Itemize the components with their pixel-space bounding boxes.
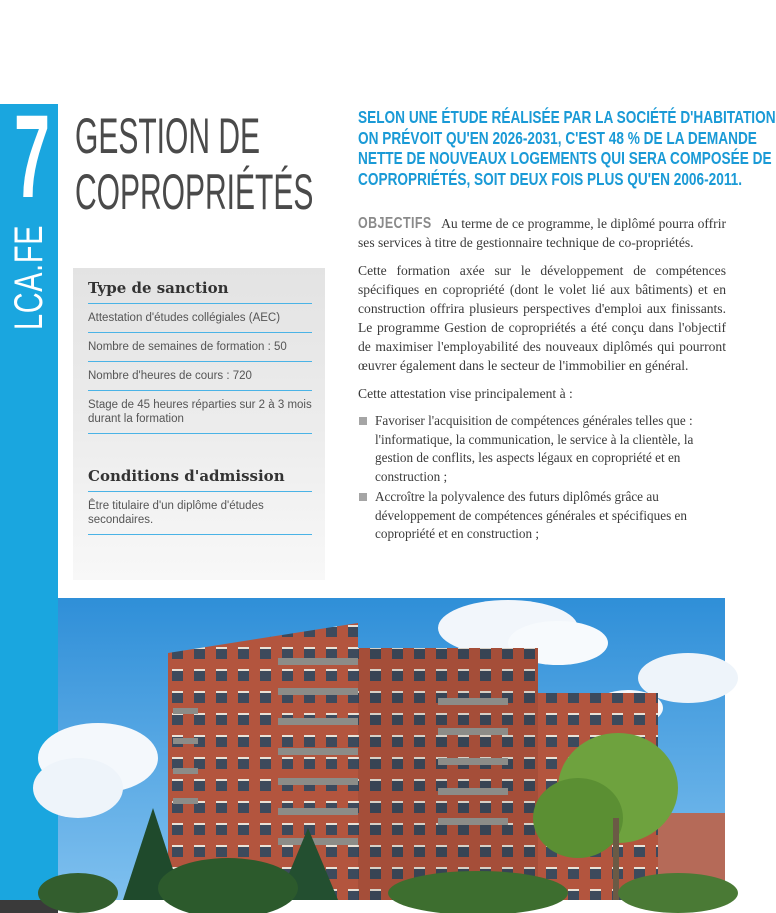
objectifs-paragraph <box>358 214 726 252</box>
admission-heading: Conditions d'admission <box>88 466 312 492</box>
info-panel <box>73 268 325 580</box>
side-label: LCA.FE <box>7 224 51 330</box>
sanction-item: Attestation d'études collégiales (AEC) <box>88 304 312 333</box>
body-text <box>358 214 726 546</box>
lead-line-2: ON PRÉVOIT QU'EN 2026-2031, C'EST 48 % DE LA DEMANDE <box>358 127 757 148</box>
objectifs-label: OBJECTIFS <box>358 215 432 232</box>
title-line-1: GESTION DE <box>75 108 261 164</box>
objectifs-text: Au terme de ce programme, le diplômé pourra offrir ses services à titre de gestionnaire technique de co-propriétés. <box>358 216 726 250</box>
building-photo <box>58 598 725 900</box>
lead-statement <box>358 107 776 189</box>
sanction-item: Nombre de semaines de formation : 50 <box>88 333 312 362</box>
list-item: Favoriser l'acquisition de compétences générales telles que : l'informatique, la communication, le service à la clientèle, la gestion de conflits, les aspects légaux en copropriété et en construction ; <box>358 412 726 486</box>
list-item: Accroître la polyvalence des futurs diplômés grâce au développement de compétences générales et spécifiques en copropriété et en construction ; <box>358 488 726 544</box>
description-paragraph: Cette formation axée sur le développement de compétences spécifiques en copropriété (dont le volet lié aux bâtiments) et en construction offrira plusieurs perspectives d'emploi aux finissants. Le programme Gestion de copropriétés a été conçu dans l'objectif de maximiser l'employabilité des nouveaux diplômés qui pourront œuvrer également dans le secteur de l'immobilier en général. <box>358 263 726 373</box>
intro-paragraph: Cette attestation vise principalement à : <box>358 386 573 401</box>
lead-line-4: COPROPRIÉTÉS, SOIT DEUX FOIS PLUS QU'EN 2006-2011. <box>358 168 743 189</box>
admission-item: Être titulaire d'un diplôme d'études secondaires. <box>88 492 312 535</box>
lead-line-1: SELON UNE ÉTUDE RÉALISÉE PAR LA SOCIÉTÉ D'HABITATION <box>358 107 776 127</box>
objectives-list <box>358 412 726 544</box>
sanction-item: Nombre d'heures de cours : 720 <box>88 362 312 391</box>
sanction-item: Stage de 45 heures réparties sur 2 à 3 mois durant la formation <box>88 391 312 434</box>
title-line-2: COPROPRIÉTÉS <box>75 164 314 220</box>
sanction-heading: Type de sanction <box>88 278 312 304</box>
chapter-number: 7 <box>14 91 51 223</box>
lead-line-3: NETTE DE NOUVEAUX LOGEMENTS QUI SERA COMPOSÉE DE <box>358 148 772 168</box>
